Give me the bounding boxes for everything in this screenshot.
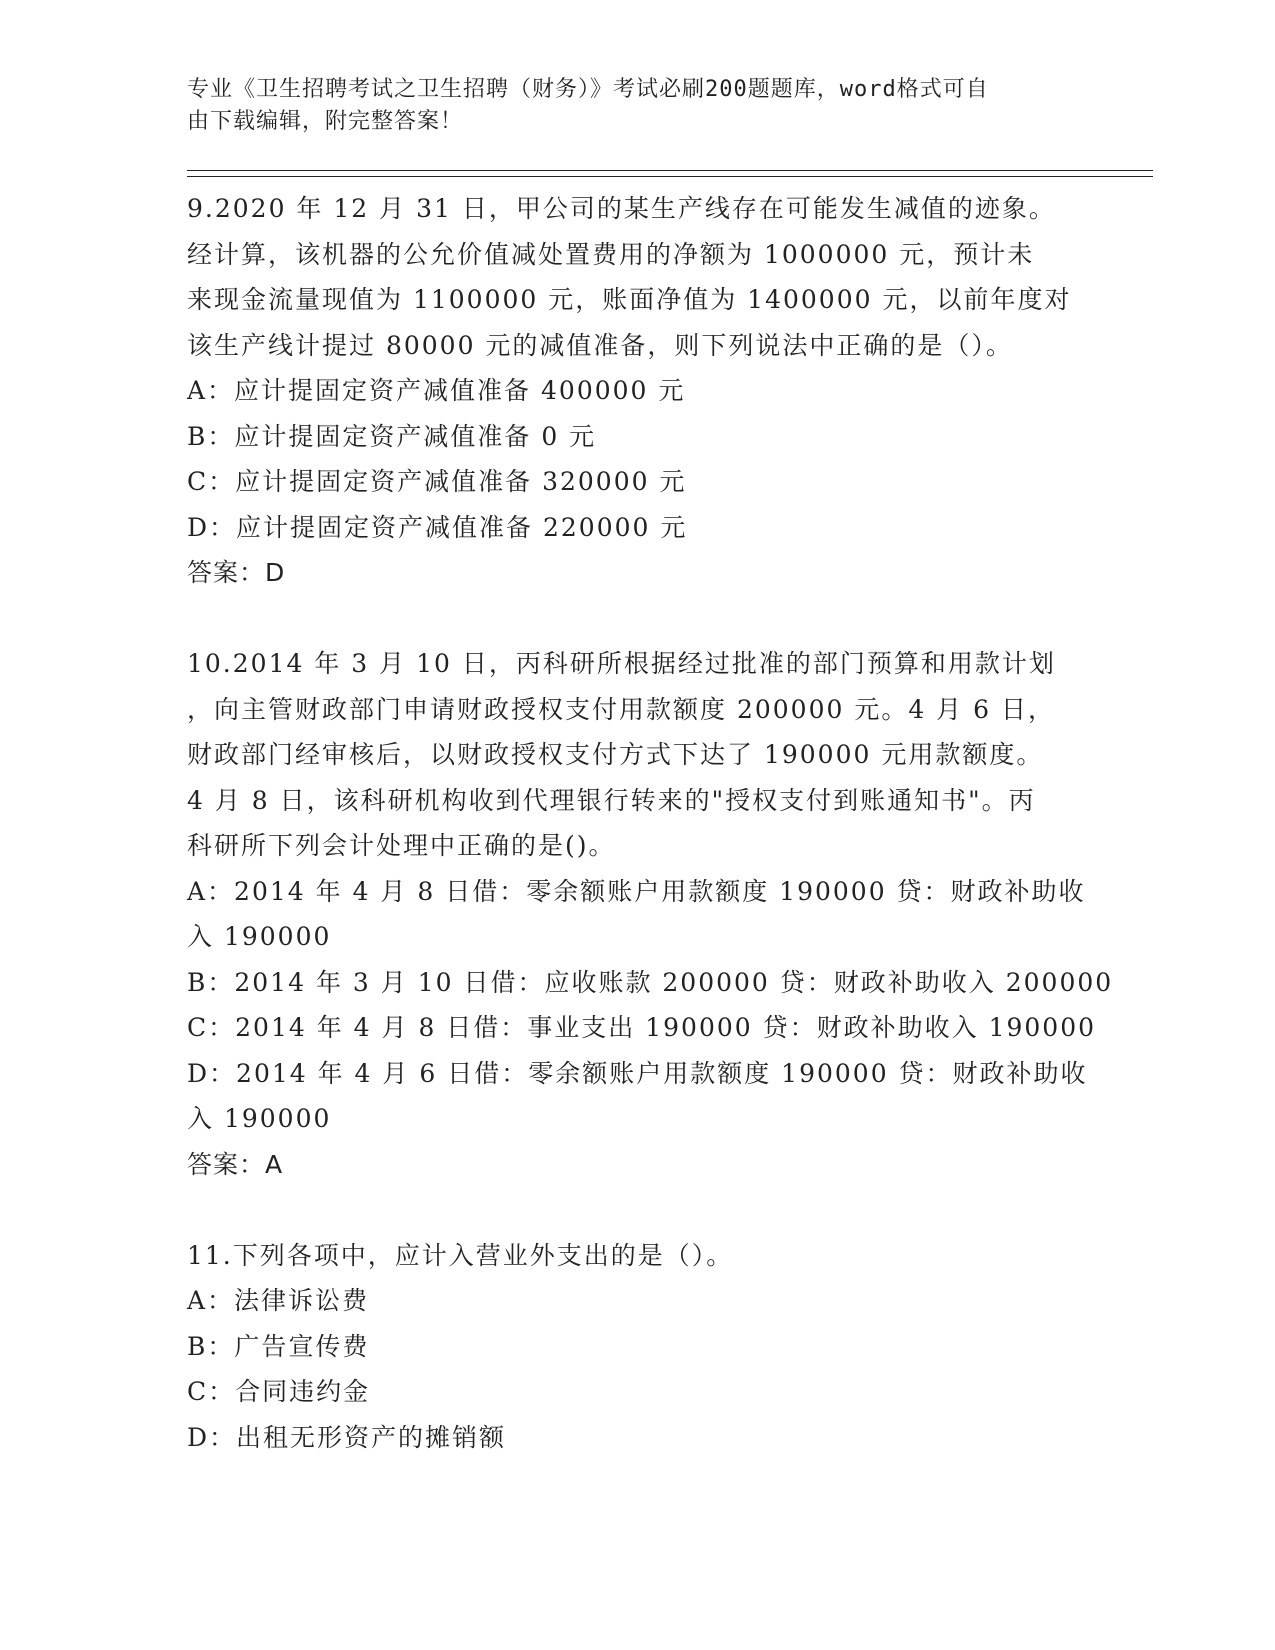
option-d: D：2014 年 4 月 6 日借：零余额账户用款额度 190000 贷：财政补助收 (187, 1058, 1088, 1088)
question-10 (187, 641, 1114, 1187)
question-stem-line: 经计算，该机器的公允价值减处置费用的净额为 1000000 元，预计未 (187, 239, 1035, 269)
option-c: C：合同违约金 (187, 1377, 371, 1406)
answer-line: 答案：D (187, 558, 286, 587)
option-a: A：2014 年 4 月 8 日借：零余额账户用款额度 190000 贷：财政补助收 (187, 876, 1086, 906)
question-stem-line: 4 月 8 日，该科研机构收到代理银行转来的"授权支付到账通知书"。丙 (187, 785, 1036, 815)
option-a: A：应计提固定资产减值准备 400000 元 (187, 376, 686, 405)
header-rule-bottom (187, 176, 1153, 177)
answer-line: 答案：A (187, 1149, 284, 1179)
document-header (187, 74, 1067, 138)
question-spacer (187, 1187, 1087, 1233)
option-d-continued: 入 190000 (187, 1104, 332, 1133)
question-stem-line: ，向主管财政部门申请财政授权支付用款额度 200000 元。4 月 6 日， (187, 694, 1055, 724)
header-line-2: 由下载编辑，附完整答案！ (187, 109, 464, 134)
question-spacer (187, 596, 1087, 642)
option-c: C：2014 年 4 月 8 日借：事业支出 190000 贷：财政补助收入 190000 (187, 1013, 1097, 1042)
option-d: D：应计提固定资产减值准备 220000 元 (187, 512, 688, 542)
question-stem-line: 10.2014 年 3 月 10 日，丙科研所根据经过批准的部门预算和用款计划 (187, 649, 1056, 678)
header-rule-top (187, 170, 1153, 171)
option-b: B：2014 年 3 月 10 日借：应收账款 200000 贷：财政补助收入 200000 (187, 967, 1114, 997)
option-b: B：广告宣传费 (187, 1331, 370, 1361)
option-b: B：应计提固定资产减值准备 0 元 (187, 421, 597, 451)
question-stem-line: 9.2020 年 12 月 31 日，甲公司的某生产线存在可能发生减值的迹象。 (187, 194, 1056, 223)
option-a: A：法律诉讼费 (187, 1286, 370, 1315)
question-stem-line: 财政部门经审核后，以财政授权支付方式下达了 190000 元用款额度。 (187, 740, 1044, 769)
question-stem-line: 科研所下列会计处理中正确的是()。 (187, 831, 616, 860)
option-c: C：应计提固定资产减值准备 320000 元 (187, 467, 687, 496)
question-list (187, 186, 1114, 1460)
header-line-1: 专业《卫生招聘考试之卫生招聘（财务）》考试必刷200题题库，word格式可自 (187, 77, 989, 102)
question-stem-line: 来现金流量现值为 1100000 元，账面净值为 1400000 元，以前年度对 (187, 285, 1072, 314)
question-9 (187, 186, 1087, 596)
question-stem-line: 11.下列各项中，应计入营业外支出的是（）。 (187, 1240, 734, 1270)
option-a-continued: 入 190000 (187, 922, 332, 951)
question-11 (187, 1233, 1087, 1461)
option-d: D：出租无形资产的摊销额 (187, 1422, 507, 1452)
question-stem-line: 该生产线计提过 80000 元的减值准备，则下列说法中正确的是（）。 (187, 330, 1013, 360)
